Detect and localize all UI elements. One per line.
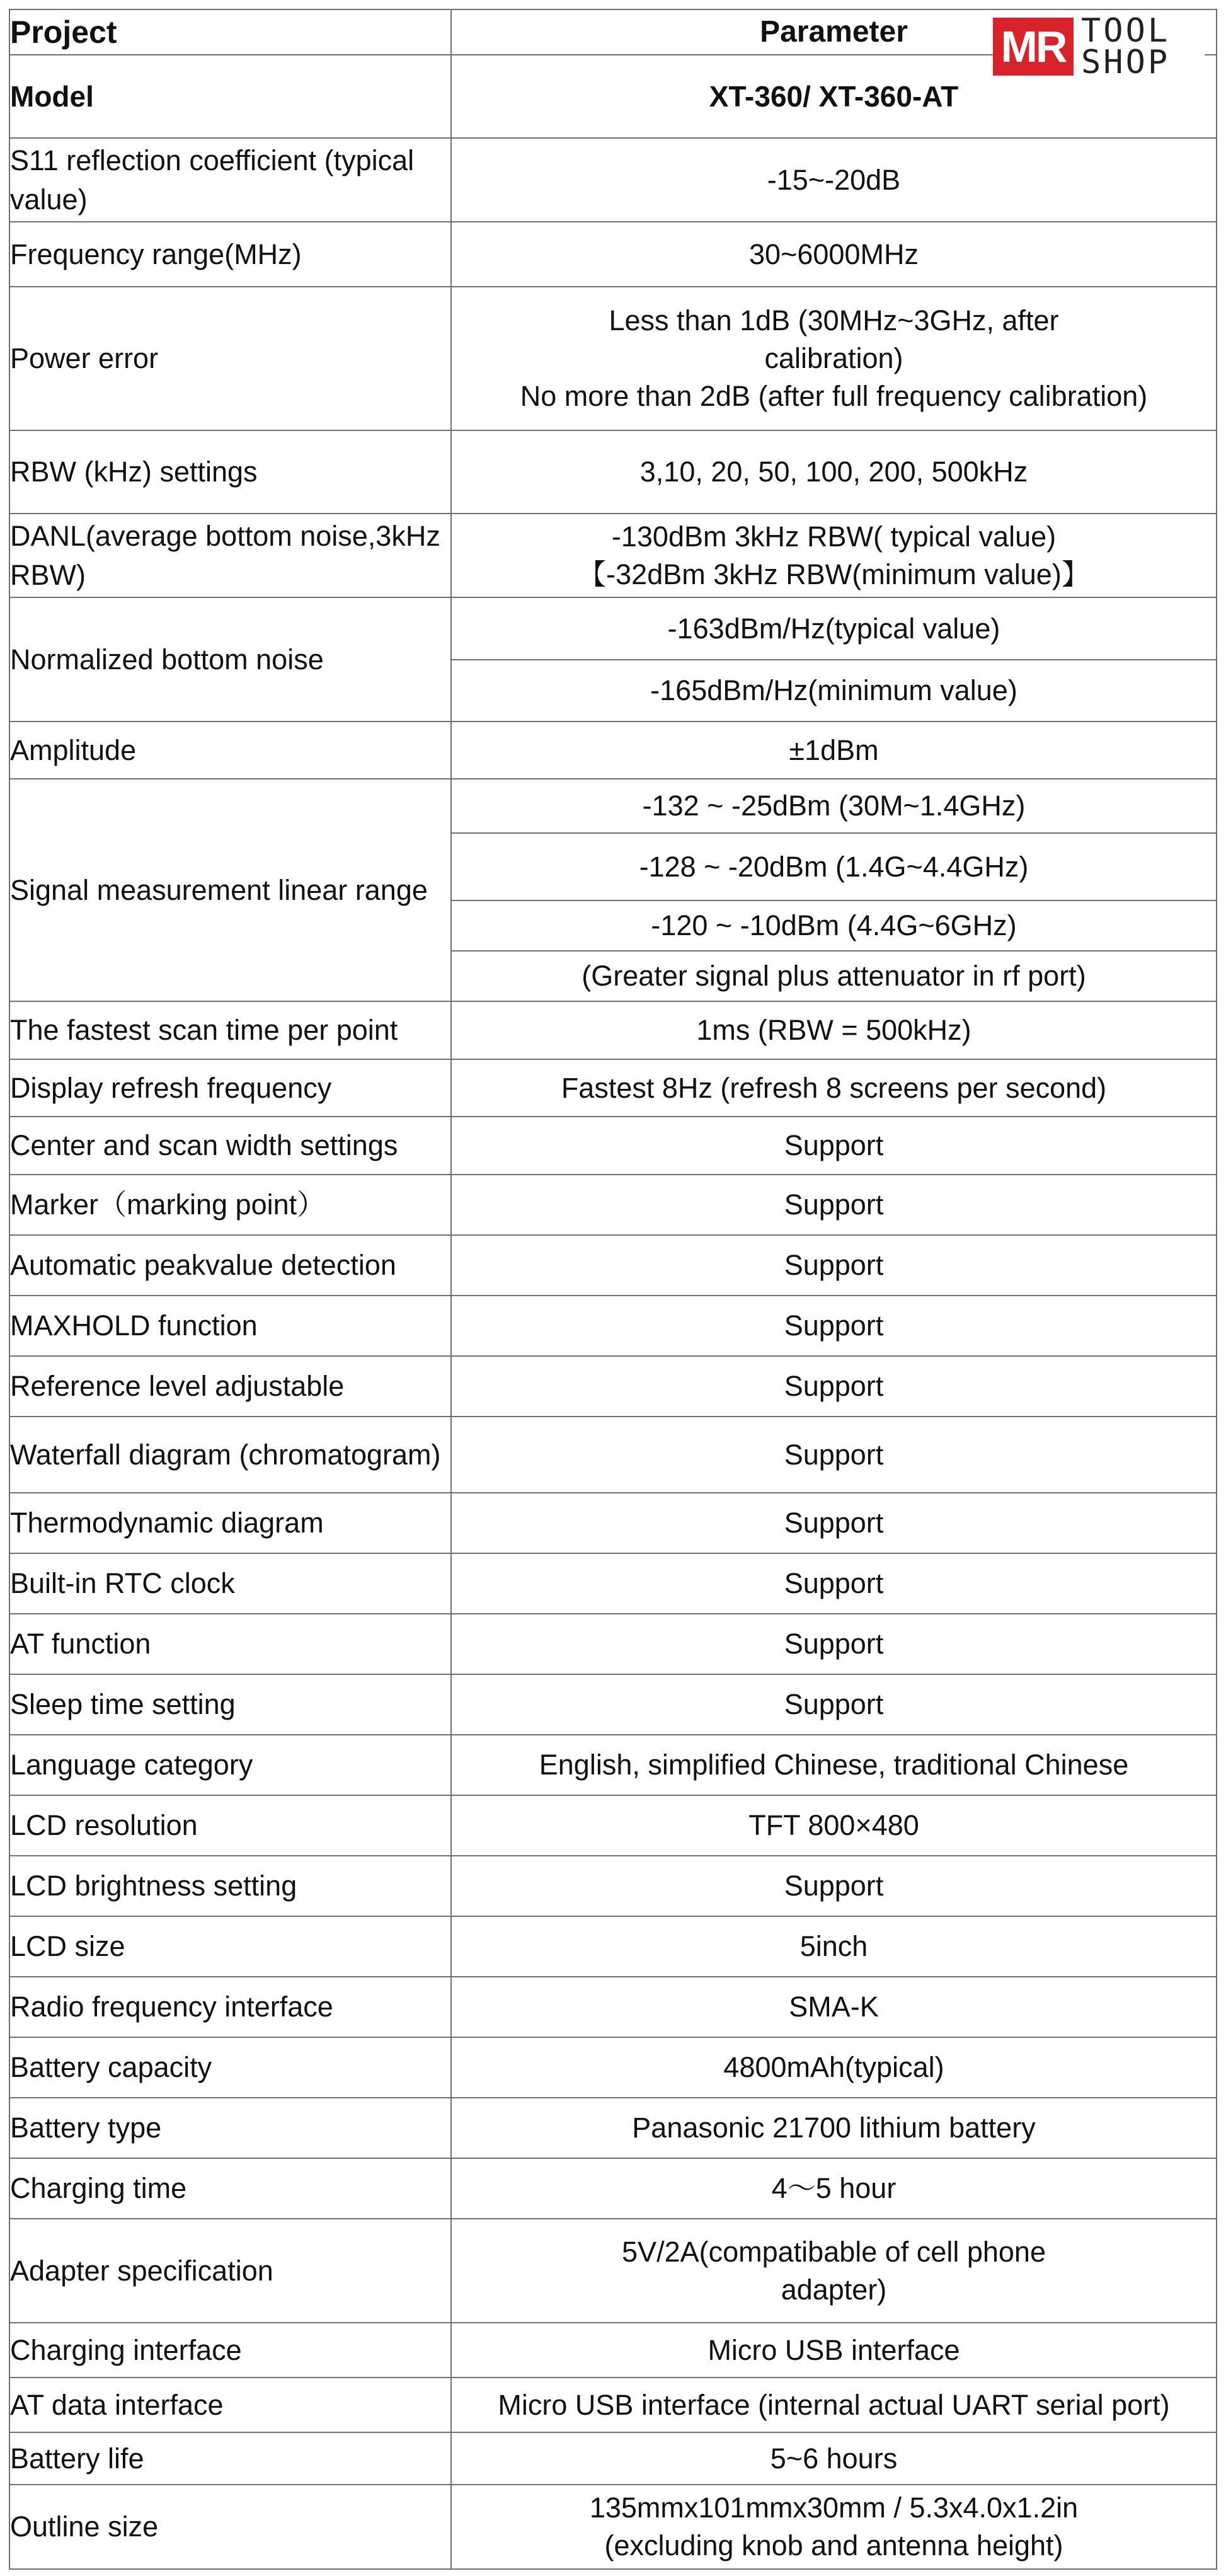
row-label: Adapter specification bbox=[9, 2219, 451, 2323]
table-row bbox=[9, 1059, 1217, 1117]
row-label: Built-in RTC clock bbox=[9, 1553, 451, 1614]
row-value: Support bbox=[451, 1856, 1217, 1916]
row-value: Micro USB interface (internal actual UART serial port) bbox=[451, 2378, 1217, 2432]
row-value: Support bbox=[451, 1175, 1217, 1235]
table-row bbox=[9, 722, 1217, 779]
logo-text-line2: SHOP bbox=[1081, 43, 1171, 81]
row-value: Micro USB interface bbox=[451, 2323, 1217, 2378]
mr-tool-shop-logo bbox=[993, 12, 1205, 81]
table-row bbox=[9, 1614, 1217, 1674]
row-value: 4800mAh(typical) bbox=[451, 2037, 1217, 2098]
table-row bbox=[9, 1356, 1217, 1417]
table-row bbox=[9, 514, 1217, 597]
table-row bbox=[9, 2098, 1217, 2158]
row-label: DANL(average bottom noise,3kHz RBW) bbox=[9, 514, 451, 597]
row-value: XT-360/ XT-360-AT bbox=[451, 55, 1217, 138]
row-label: LCD size bbox=[9, 1916, 451, 1977]
row-value: Support bbox=[451, 1235, 1217, 1296]
row-value: -163dBm/Hz(typical value) bbox=[451, 597, 1217, 660]
value-line: 【-32dBm 3kHz RBW(minimum value)】 bbox=[578, 558, 1090, 590]
row-label: AT function bbox=[9, 1614, 451, 1674]
row-value: ±1dBm bbox=[451, 722, 1217, 779]
table-row bbox=[9, 1296, 1217, 1356]
header-parameter: Parameter bbox=[451, 9, 1217, 55]
row-value: -128 ~ -20dBm (1.4G~4.4GHz) bbox=[451, 833, 1217, 900]
row-label: Language category bbox=[9, 1735, 451, 1795]
row-label: Amplitude bbox=[9, 722, 451, 779]
value-line: calibration) bbox=[764, 342, 903, 374]
value-line: adapter) bbox=[781, 2273, 887, 2306]
logo-text-line1: TOOL bbox=[1081, 12, 1171, 50]
row-value: Support bbox=[451, 1493, 1217, 1553]
table-row bbox=[9, 1977, 1217, 2037]
table-row bbox=[9, 2219, 1217, 2323]
table-row bbox=[9, 1235, 1217, 1296]
row-value: Fastest 8Hz (refresh 8 screens per second) bbox=[451, 1059, 1217, 1117]
row-label: The fastest scan time per point bbox=[9, 1001, 451, 1059]
value-line: 135mmx101mmx30mm / 5.3x4.0x1.2in bbox=[589, 2492, 1079, 2524]
row-label: Battery life bbox=[9, 2432, 451, 2485]
row-value: -15~-20dB bbox=[451, 138, 1217, 222]
row-value: 30~6000MHz bbox=[451, 222, 1217, 287]
table-row bbox=[9, 1001, 1217, 1059]
header-project: Project bbox=[9, 9, 451, 55]
spec-table bbox=[9, 9, 1217, 2570]
row-label: Marker（marking point） bbox=[9, 1175, 451, 1235]
row-value: Support bbox=[451, 1674, 1217, 1735]
table-row bbox=[9, 2378, 1217, 2432]
row-value: Support bbox=[451, 1614, 1217, 1674]
row-label: Model bbox=[9, 55, 451, 138]
row-label: Automatic peakvalue detection bbox=[9, 1235, 451, 1296]
row-value: SMA-K bbox=[451, 1977, 1217, 2037]
row-value: 4～5 hour bbox=[451, 2158, 1217, 2219]
logo-mark: MR bbox=[993, 18, 1074, 76]
row-value: 5inch bbox=[451, 1916, 1217, 1977]
table-row bbox=[9, 430, 1217, 514]
table-row bbox=[9, 779, 1217, 833]
row-label: Outline size bbox=[9, 2485, 451, 2569]
table-row bbox=[9, 1795, 1217, 1856]
row-label: Waterfall diagram (chromatogram) bbox=[9, 1417, 451, 1493]
table-row bbox=[9, 597, 1217, 660]
row-label: Thermodynamic diagram bbox=[9, 1493, 451, 1553]
table-row bbox=[9, 222, 1217, 287]
row-label: Radio frequency interface bbox=[9, 1977, 451, 2037]
row-label: AT data interface bbox=[9, 2378, 451, 2432]
table-row bbox=[9, 2323, 1217, 2378]
table-row bbox=[9, 1735, 1217, 1795]
row-label: Charging interface bbox=[9, 2323, 451, 2378]
table-row bbox=[9, 1117, 1217, 1175]
table-row bbox=[9, 1417, 1217, 1493]
row-label: Display refresh frequency bbox=[9, 1059, 451, 1117]
row-label: LCD resolution bbox=[9, 1795, 451, 1856]
row-value bbox=[451, 2485, 1217, 2569]
row-value: 5~6 hours bbox=[451, 2432, 1217, 2485]
row-value bbox=[451, 287, 1217, 430]
table-row bbox=[9, 2158, 1217, 2219]
table-row bbox=[9, 287, 1217, 430]
value-line: Less than 1dB (30MHz~3GHz, after bbox=[609, 304, 1059, 336]
row-value: TFT 800×480 bbox=[451, 1795, 1217, 1856]
row-value: Panasonic 21700 lithium battery bbox=[451, 2098, 1217, 2158]
row-label: Battery capacity bbox=[9, 2037, 451, 2098]
row-value: -120 ~ -10dBm (4.4G~6GHz) bbox=[451, 900, 1217, 951]
table-row bbox=[9, 1916, 1217, 1977]
row-value: -132 ~ -25dBm (30M~1.4GHz) bbox=[451, 779, 1217, 833]
row-value bbox=[451, 514, 1217, 597]
row-value: Support bbox=[451, 1356, 1217, 1417]
row-label: Charging time bbox=[9, 2158, 451, 2219]
table-row bbox=[9, 138, 1217, 222]
row-value: Support bbox=[451, 1553, 1217, 1614]
row-label: RBW (kHz) settings bbox=[9, 430, 451, 514]
table-row bbox=[9, 1175, 1217, 1235]
row-value: Support bbox=[451, 1296, 1217, 1356]
row-value: -165dBm/Hz(minimum value) bbox=[451, 660, 1217, 722]
row-label: Normalized bottom noise bbox=[9, 597, 451, 722]
row-label: LCD brightness setting bbox=[9, 1856, 451, 1916]
row-value: Support bbox=[451, 1117, 1217, 1175]
value-line: -130dBm 3kHz RBW( typical value) bbox=[611, 520, 1057, 553]
row-value: (Greater signal plus attenuator in rf port) bbox=[451, 951, 1217, 1001]
value-line: 5V/2A(compatibable of cell phone bbox=[622, 2235, 1046, 2268]
table-row bbox=[9, 1553, 1217, 1614]
row-label: Center and scan width settings bbox=[9, 1117, 451, 1175]
table-row bbox=[9, 2037, 1217, 2098]
table-row bbox=[9, 1674, 1217, 1735]
row-label: MAXHOLD function bbox=[9, 1296, 451, 1356]
row-value: English, simplified Chinese, traditional Chinese bbox=[451, 1735, 1217, 1795]
row-label: Power error bbox=[9, 287, 451, 430]
table-row bbox=[9, 1856, 1217, 1916]
value-line: No more than 2dB (after full frequency calibration) bbox=[520, 380, 1148, 412]
row-value: Support bbox=[451, 1417, 1217, 1493]
row-label: Signal measurement linear range bbox=[9, 779, 451, 1001]
row-value bbox=[451, 2219, 1217, 2323]
row-label: Frequency range(MHz) bbox=[9, 222, 451, 287]
row-value: 1ms (RBW = 500kHz) bbox=[451, 1001, 1217, 1059]
table-row bbox=[9, 1493, 1217, 1553]
row-label: Sleep time setting bbox=[9, 1674, 451, 1735]
table-row bbox=[9, 2485, 1217, 2569]
value-line: (excluding knob and antenna height) bbox=[604, 2529, 1063, 2562]
row-label: Reference level adjustable bbox=[9, 1356, 451, 1417]
row-value: 3,10, 20, 50, 100, 200, 500kHz bbox=[451, 430, 1217, 514]
table-row bbox=[9, 2432, 1217, 2485]
row-label: S11 reflection coefficient (typical value) bbox=[9, 138, 451, 222]
row-label: Battery type bbox=[9, 2098, 451, 2158]
